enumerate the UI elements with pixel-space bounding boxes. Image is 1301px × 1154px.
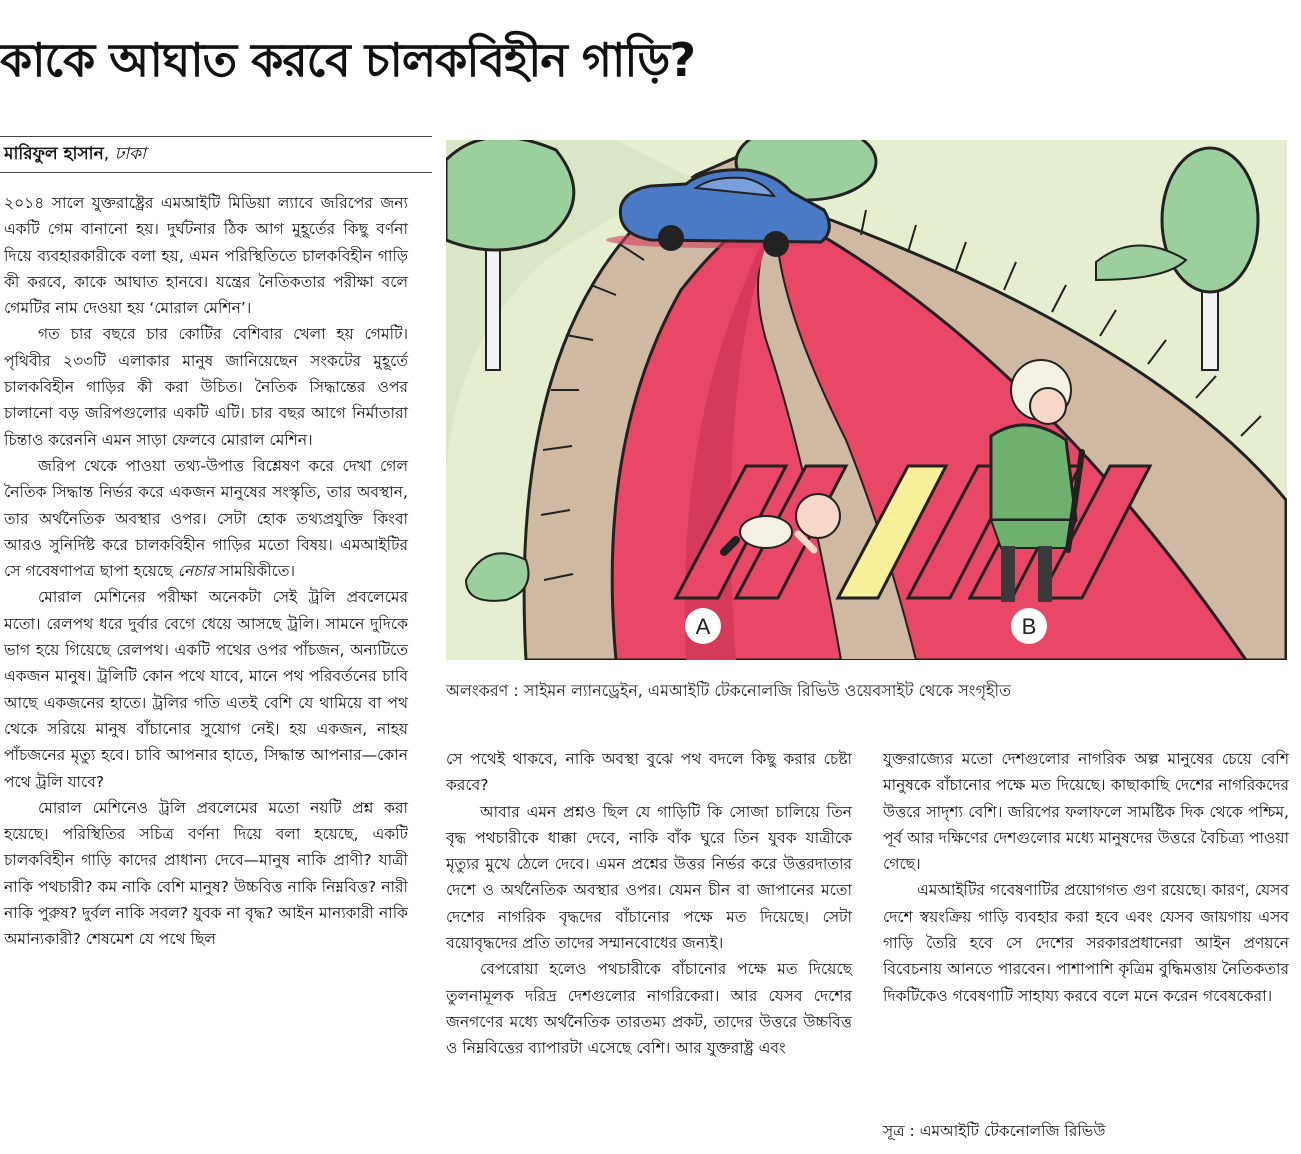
paragraph: মোরাল মেশিনের পরীক্ষা অনেকটা সেই ট্রলি প্রবলেমের মতো। রেলপথ ধরে দুর্বার বেগে ধেয়ে আসছে ট্রলি। সামনে দুদিকে ভাগ হয়ে গিয়েছে রেলপথ। একটি পথের ওপর পাঁচজন, অন্যটিতে একজন মানুষ। ট্রলিটি কোন পথে যাবে, মানে পথ পরিবর্তনের চাবি আছে একজনের হাতে। ট্রলির গতি এতই বেশি যে থামিয়ে বা পথ থেকে সরিয়ে মানুষ বাঁচানোর সুযোগ নেই। হয় একজন, নাহয় পাঁচজনের মৃত্যু হবে। চাবি আপনার হাতে, সিদ্ধান্ত আপনার—কোন পথে ট্রলি যাবে? [4, 588, 408, 791]
paragraph: যুক্তরাজ্যের মতো দেশগুলোর নাগরিক অল্প মানুষের চেয়ে বেশি মানুষকে বাঁচানোর পক্ষে মত দিয়েছে। কাছাকাছি দেশের নাগরিকদের উত্তরে সাদৃশ্য বেশি। জরিপের ফলাফলে সামষ্টিক দিক থেকে পশ্চিম, পূর্ব আর দক্ষিণের দেশগুলোর মধ্যে মানুষদের উত্তরে বৈচিত্র্য পাওয়া গেছে। [883, 750, 1289, 874]
label-b [1011, 608, 1047, 644]
byline [4, 140, 146, 168]
article-column-1 [4, 190, 408, 953]
paragraph: মোরাল মেশিনেও ট্রলি প্রবলেমের মতো নয়টি প্রশ্ন করা হয়েছে। পরিস্থিতির সচিত্র বর্ণনা দিয়ে বলা হয়েছে, একটি চালকবিহীন গাড়ি কাদের প্রাধান্য দেবে—মানুষ নাকি প্রাণী? যাত্রী নাকি পথচারী? কম নাকি বেশি মানুষ? উচ্চবিত্ত নাকি নিম্নবিত্ত? নারী নাকি পুরুষ? দুর্বল নাকি সবল? যুবক না বৃদ্ধ? আইন মান্যকারী নাকি অমান্যকারী? শেষমেশ যে পথে ছিল [4, 798, 408, 949]
paragraph: ২০১৪ সালে যুক্তরাষ্ট্রের এমআইটি মিডিয়া ল্যাবে জরিপের জন্য একটি গেম বানানো হয়। দুর্ঘটনার ঠিক আগ মুহূর্তের কিছু বর্ণনা দিয়ে ব্যবহারকারীকে বলা হয়, এমন পরিস্থিতিতে চালকবিহীন গাড়ি কী করবে, কাকে আঘাত হানবে। যন্ত্রের নৈতিকতার পরীক্ষা বলে গেমটির নাম দেওয়া হয় ‘মোরাল মেশিন’। [4, 194, 408, 318]
paragraph: আবার এমন প্রশ্নও ছিল যে গাড়িটি কি সোজা চালিয়ে তিন বৃদ্ধ পথচারীকে ধাক্কা দেবে, নাকি বাঁক ঘুরে তিন যুবক যাত্রীকে মৃত্যুর মুখে ঠেলে দেবে। এমন প্রশ্নের উত্তর নির্ভর করে উত্তরদাতার দেশে ও অর্থনৈতিক অবস্থার ওপর। যেমন চীন বা জাপানের মতো দেশের নাগরিক বৃদ্ধদের বাঁচানোর পক্ষে মত দিয়েছে। সেটা বয়োবৃদ্ধদের প্রতি তাদের সম্মানবোধের জন্যই। [446, 802, 852, 953]
label-b-text: B [1021, 614, 1037, 639]
article-column-3 [883, 746, 1289, 1009]
label-a-text: A [695, 614, 711, 639]
paragraph: বেপরোয়া হলেও পথচারীকে বাঁচানোর পক্ষে মত দিয়েছে তুলনামূলক দরিদ্র দেশগুলোর নাগরিকেরা। আর যেসব দেশের জনগণের মধ্যে অর্থনৈতিক তারতম্য প্রকট, তাদের উত্তরে উচ্চবিত্ত ও নিম্নবিত্তের ব্যাপারটা এসেছে বেশি। আর যুক্তরাষ্ট্র এবং [446, 960, 852, 1058]
paragraph: গত চার বছরে চার কোটির বেশিবার খেলা হয় গেমটি। পৃথিবীর ২৩৩টি এলাকার মানুষ জানিয়েছেন সংকটের মুহূর্তে চালকবিহীন গাড়ির কী করা উচিত। নৈতিক সিদ্ধান্তের ওপর চালানো বড় জরিপগুলোর একটি এটি। চার বছর আগে নির্মাতারা চিন্তাও করেননি এমন সাড়া ফেলবে মোরাল মেশিন। [4, 325, 408, 449]
byline-top-rule [0, 136, 432, 137]
figure-caption: অলংকরণ : সাইমন ল্যানড্রেইন, এমআইটি টেকনোলজি রিভিউ ওয়েবসাইট থেকে সংগৃহীত [446, 681, 1012, 700]
paragraph-text: জরিপ থেকে পাওয়া তথ্য-উপাত্ত বিশ্লেষণ করে দেখা গেল নৈতিক সিদ্ধান্ত নির্ভর করে একজন মানুষের সংস্কৃতি, তার অবস্থান, তার অর্থনৈতিক অবস্থার ওপর। সেটা হোক তথ্যপ্রযুক্তি কিংবা আরও সুনির্দিষ্ট করে চালকবিহীন গাড়ির মতো বিষয়। এমআইটির সে গবেষণাপত্র ছাপা হয়েছে [4, 456, 408, 581]
illustration-svg [446, 140, 1287, 660]
label-a [685, 608, 721, 644]
paragraph [4, 453, 408, 584]
paragraph: এমআইটির গবেষণাটির প্রয়োগগত গুণ রয়েছে। কারণ, যেসব দেশে স্বয়ংক্রিয় গাড়ি ব্যবহার করা হবে এবং যেসব জায়গায় এসব গাড়ি তৈরি হবে সে দেশের সরকারপ্রধানেরা আইন প্রণয়নে বিবেচনায় আনতে পারবেন। পাশাপাশি কৃত্রিম বুদ্ধিমত্তায় নৈতিকতার দিকটিকেও গবেষণাটি সাহায্য করবে বলে মনে করেন গবেষকেরা। [883, 881, 1289, 1005]
byline-bottom-rule [0, 172, 432, 173]
headline: কাকে আঘাত করবে চালকবিহীন গাড়ি? [0, 33, 696, 87]
paragraph-text: সাময়িকীতে। [219, 562, 296, 581]
source-credit: সূত্র : এমআইটি টেকনোলজি রিভিউ [883, 1122, 1106, 1140]
byline-author: মারিফুল হাসান [4, 144, 104, 164]
article-column-2 [446, 746, 852, 1062]
byline-separator: , [103, 144, 110, 164]
journal-name: নেচার [177, 562, 215, 581]
illustration [446, 140, 1287, 660]
paragraph: সে পথেই থাকবে, নাকি অবস্থা বুঝে পথ বদলে কিছু করার চেষ্টা করবে? [446, 750, 852, 795]
byline-location: ঢাকা [114, 144, 146, 164]
